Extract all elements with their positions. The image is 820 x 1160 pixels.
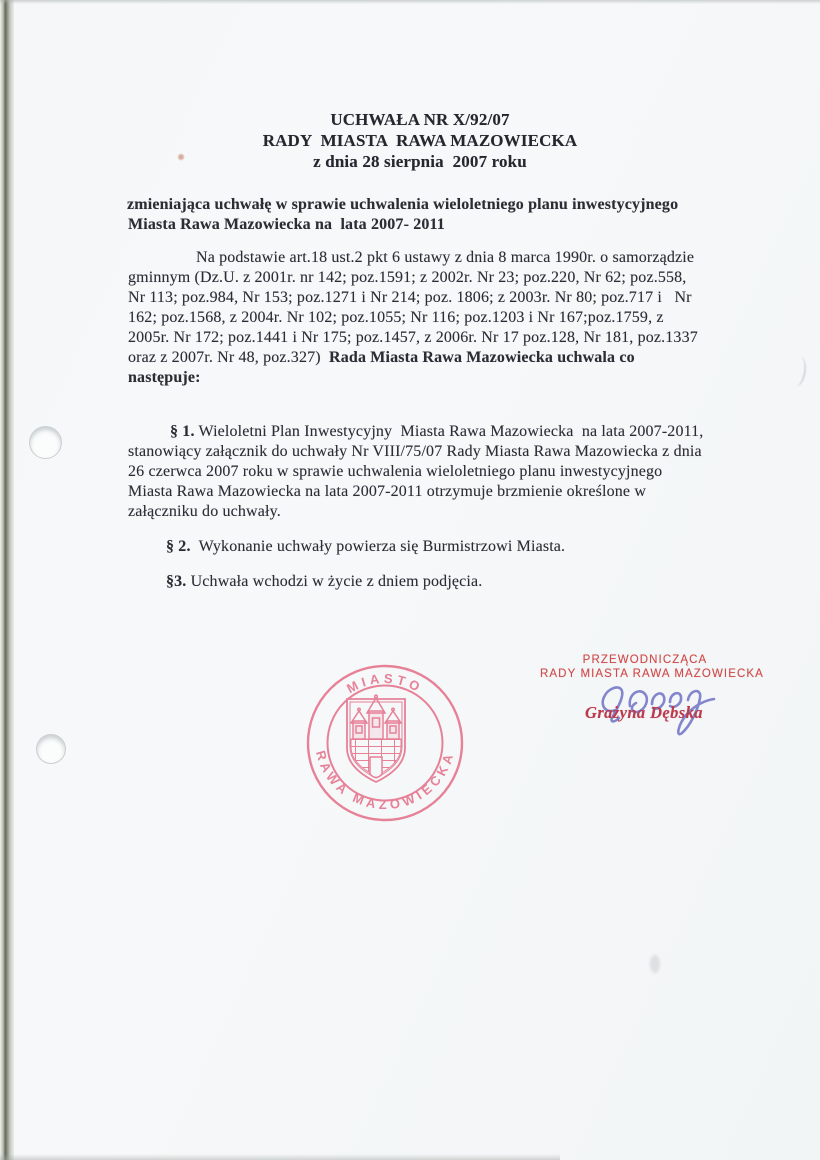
subject-line-1: zmieniająca uchwałę w sprawie uchwalenia wieloletniego planu inwestycyjnego [127, 196, 679, 213]
chairwoman-title-line-2: RADY MIASTA RAWA MAZOWIECKA [540, 668, 764, 680]
legal-basis-line-6-normal: oraz z 2007r. Nr 48, poz.327) [128, 349, 330, 366]
paragraph-1-line-3: 26 czerwca 2007 roku w sprawie uchwalenia wieloletniego planu inwestycyjnego [128, 463, 663, 480]
legal-basis-line-6 [128, 348, 635, 368]
paragraph-3 [166, 572, 482, 592]
stamp-coat-of-arms [347, 695, 405, 782]
stamp-arc-text-bottom: RAWA MAZOWIECKA [313, 748, 457, 813]
paragraph-3-text: Uchwała wchodzi w życie z dniem podjęcia. [186, 573, 483, 590]
paragraph-3-marker: §3. [166, 573, 187, 590]
legal-basis-line-2: gminnym (Dz.U. z 2001r. nr 142; poz.1591; z 2002r. Nr 23; poz.220, Nr 62; poz.558, [128, 269, 687, 286]
scan-edge-left [0, 0, 14, 1160]
paragraph-1-line-4: Miasta Rawa Mazowiecka na lata 2007-2011 otrzymuje brzmienie określone w [128, 483, 647, 500]
scan-edge-bottom [0, 1154, 560, 1160]
resolution-title-council: RADY MIASTA RAWA MAZOWIECKA [262, 131, 578, 150]
legal-basis-line-5: 2005r. Nr 172; poz.1441 i Nr 175; poz.1457, z 2006r. Nr 17 poz.128, Nr 181, poz.1337 [128, 329, 698, 346]
subject-line-2: Miasta Rawa Mazowiecka na lata 2007- 2011 [128, 216, 445, 233]
legal-basis-line-4: 162; poz.1568, z 2004r. Nr 102; poz.1055; Nr 116; poz.1203 i Nr 167;poz.1759, z [128, 309, 664, 326]
paragraph-1-line-1 [170, 422, 703, 442]
chairwoman-name: Grażyna Dębska [585, 703, 703, 722]
scan-edge-top [0, 0, 820, 4]
legal-basis-line-7: następuje: [128, 369, 201, 386]
resolution-title-number: UCHWAŁA NR X/92/07 [330, 110, 510, 129]
paragraph-1-line-2: stanowiący załącznik do uchwały Nr VIII/75/07 Rady Miasta Rawa Mazowiecka z dnia [128, 443, 702, 460]
scan-artifact-smudge [650, 955, 660, 973]
stamp-arc-text-top: MIASTO [344, 670, 426, 697]
legal-basis-line-1: Na podstawie art.18 ust.2 pkt 6 ustawy z dnia 8 marca 1990r. o samorządzie [196, 249, 695, 266]
legal-basis-line-3: Nr 113; poz.984, Nr 153; poz.1271 i Nr 214; poz. 1806; z 2003r. Nr 80; poz.717 i Nr [128, 289, 692, 306]
paragraph-1-line-5: załączniku do uchwały. [128, 503, 281, 520]
paragraph-2 [166, 537, 565, 557]
legal-basis-line-6-bold: Rada Miasta Rawa Mazowiecka uchwala co [329, 349, 635, 366]
city-seal-stamp [297, 655, 473, 831]
paragraph-2-text: Wykonanie uchwały powierza się Burmistrzowi Miasta. [190, 538, 566, 555]
punch-hole-bottom [36, 734, 66, 764]
resolution-title-date: z dnia 28 sierpnia 2007 roku [313, 152, 527, 171]
chairwoman-title-line-1: PRZEWODNICZĄCA [582, 654, 708, 666]
paragraph-1-line-1-text: Wieloletni Plan Inwestycyjny Miasta Rawa Mazowiecka na lata 2007-2011, [194, 423, 704, 440]
paragraph-2-marker: § 2. [166, 538, 191, 555]
scan-artifact-right-edge [787, 355, 810, 388]
punch-hole-top [29, 426, 62, 459]
stamp-gate [370, 757, 382, 778]
paragraph-1-marker: § 1. [170, 423, 195, 440]
